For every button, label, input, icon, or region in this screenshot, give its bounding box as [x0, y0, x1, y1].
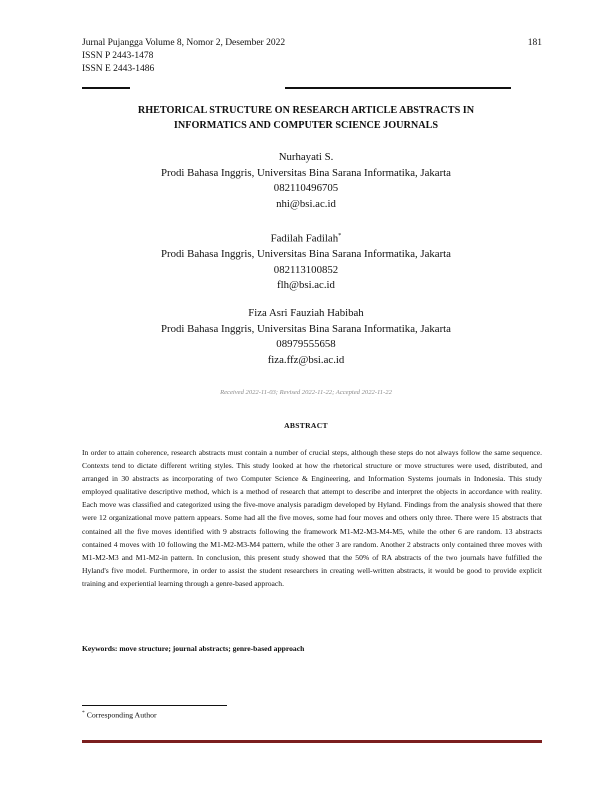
author-email: fiza.ffz@bsi.ac.id: [267, 353, 345, 366]
footnote-rule: [82, 705, 227, 706]
received-dates: Received 2022-11-03; Revised 2022-11-22; Accepted 2022-11-22: [220, 389, 392, 396]
author-phone: 082110496705: [273, 182, 339, 194]
article-title-line-2: INFORMATICS AND COMPUTER SCIENCE JOURNALS: [173, 120, 439, 131]
author-name: Nurhayati S.: [278, 151, 334, 163]
journal-header-title: Jurnal Pujangga Volume 8, Nomor 2, Desember 2022: [82, 38, 286, 48]
author-affiliation: Prodi Bahasa Inggris, Universitas Bina Sarana Informatika, Jakarta: [161, 166, 451, 179]
header-rule-right: [285, 87, 511, 89]
footnote-text: Corresponding Author: [84, 710, 157, 720]
author-phone: 08979555658: [276, 338, 336, 350]
bottom-accent-bar: [82, 740, 542, 743]
author-phone: 082113100852: [273, 263, 339, 276]
issn-print: ISSN P 2443-1478: [82, 51, 154, 61]
corresponding-marker: *: [338, 232, 342, 239]
author-affiliation: Prodi Bahasa Inggris, Universitas Bina Sarana Informatika, Jakarta: [161, 248, 451, 261]
author-name: Fadilah Fadilah: [270, 232, 339, 245]
page-number: 181: [527, 38, 542, 48]
author-affiliation: Prodi Bahasa Inggris, Universitas Bina Sarana Informatika, Jakarta: [161, 322, 451, 335]
author-block-1: [100, 150, 512, 212]
abstract-heading: ABSTRACT: [284, 421, 328, 430]
abstract-text: In order to attain coherence, research abstracts must contain a number of crucial steps, although these steps do not always follow the same sequence. Contexts tend to dictate different writing styles. This study looked at how the rhetorical structure or move structures were used, distributed, and arranged in 30 abstracts as incorporating of two Computer Science & Engineering, and Information Systems journals in Indonesia. This study employed qualitative descriptive method, which is a method of research that attempt to describe and interpret the objects in accordance with reality. Each move was classified and categorized using the five-move analysis paradigm developed by Hyland. Findings from the analysis showed that there were 12 organizational move pattern appears. Some had all the five moves, some had four moves and others only three. There were 15 abstracts that contained all the five moves identified with 9 abstracts following the framework M1-M2-M3-M4-M5, while the other 6 are random. 13 abstracts contained 4 moves with 10 following the M1-M2-M3-M4 pattern, while the other 3 are random. Another 2 abstracts only contained three moves with M1-M2-M3 and M1-M2-in pattern. In conclusion, this present study showed that the 50% of RA abstracts of the two journals have fulfilled the Hyland's five model. Furthermore, in order to assist the student researchers in creating well-written abstracts, it would be good to provide explicit training and experiential learning through a genre-based approach.: [82, 448, 542, 588]
author-email: nhi@bsi.ac.id: [276, 197, 336, 210]
author-name: Fiza Asri Fauziah Habibah: [248, 307, 364, 319]
footnote-marker: *: [82, 710, 85, 716]
header-rule-left: [82, 87, 130, 89]
footnote: [82, 710, 157, 720]
author-block-3: [100, 306, 512, 368]
author-name-line: [100, 228, 512, 247]
article-title: [100, 103, 512, 133]
author-email: flh@bsi.ac.id: [277, 279, 335, 292]
issn-electronic: ISSN E 2443-1486: [82, 64, 155, 74]
article-title-line-1: RHETORICAL STRUCTURE ON RESEARCH ARTICLE ABSTRACTS IN: [137, 105, 475, 116]
author-block-2: [100, 228, 512, 294]
keywords: Keywords: move structure; journal abstracts; genre-based approach: [82, 644, 305, 653]
